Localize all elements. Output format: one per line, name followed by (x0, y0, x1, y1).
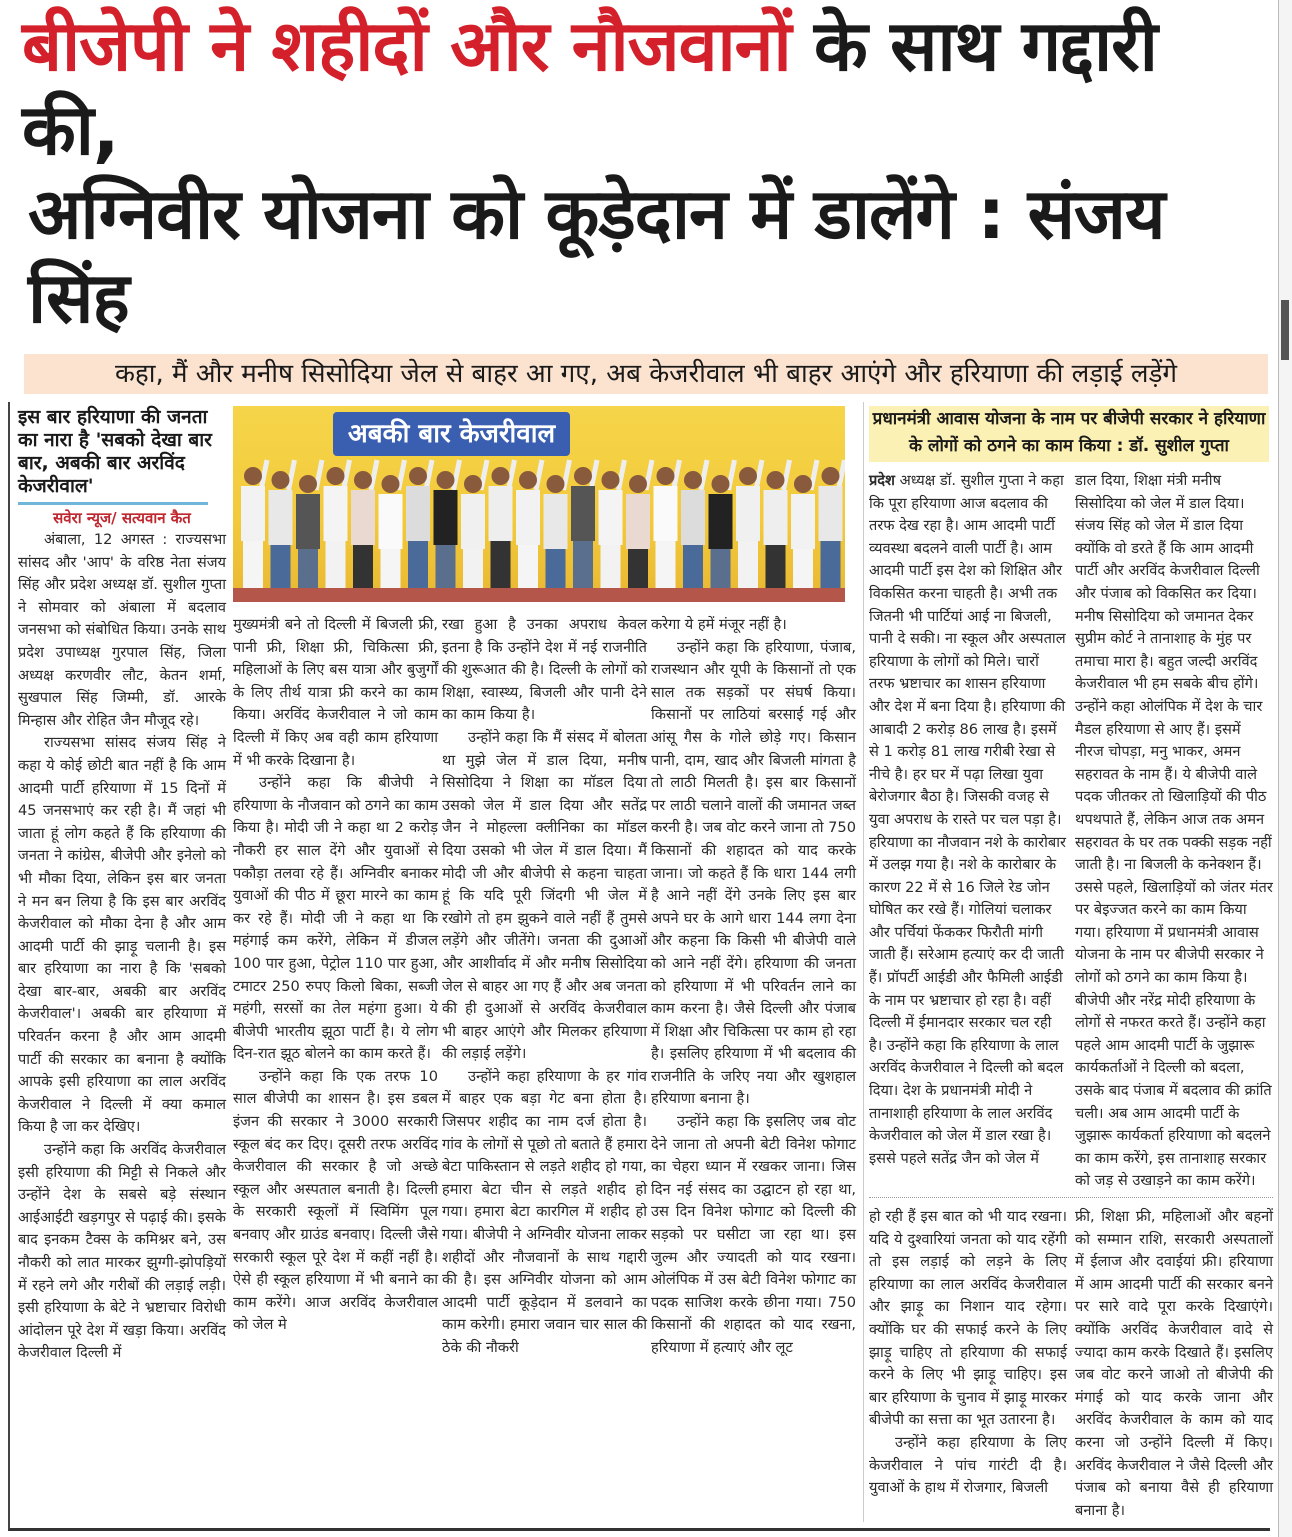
paragraph: करेगा ये हमें मंजूर नहीं है। (651, 616, 787, 633)
person-figure (764, 460, 790, 600)
paragraph: उन्होंने कहा कि इसलिए जब वोट देने जाना तो अपनी बेटी विनेश फोगाट का चेहरा ध्यान में रखकर जाना। जिस दिन नई संसद का उद्घाटन हो रहा था, उस दिन विनेश फोगाट को दिल्ली की सड़को पर घसीटा जा रहा था। इस जुल्म और ज्यादती को याद रखना। ओलंपिक में उस बेटी विनेश फोगाट का पदक साजिश करके छीना गया। 750 किसानों की शहादत को याद रखना, हरियाणा में हत्याएं और लूट (651, 1113, 856, 1356)
person-figure (269, 460, 295, 600)
paragraph: उन्होंने कहा कि हरियाणा, पंजाब, राजस्थान और यूपी के किसानों तो एक साल तक सड़कों पर संघर्ष किया। किसानों पर लाठियां बरसाई गई और आंसू गैस के गोले छोड़े गए। किसान पानी, दाम, खाद और बिजली मांगता है तो लाठी मिलती है। इस बार किसानों पर लाठी चलाने वालों की जमानत जब्त करनी है। जब वोट करने जाना तो 750 किसानों की शहादत को याद करके जाना। जो कहते हैं कि धारा 144 लगी है आने नहीं देंगे उनके लिए इस बार अपने घर के आगे धारा 144 लगा देना और कहना कि किसी भी बीजेपी वाले को आने नहीं देंगे। हरियाणा की जनता को हरियाणा में भी परिवर्तन लाने का काम करना है। जैसे दिल्ली और पंजाब में शिक्षा और चिकित्सा पर काम हो रहा है। इसलिए हरियाणा में भी बदलाव की राजनीति के जरिए नया और खुशहाल हरियाणा बनाना है। (651, 638, 856, 1108)
person-figure (571, 460, 597, 596)
lead-word: प्रदेश (869, 472, 895, 489)
box-section (863, 402, 1274, 1522)
stage-floor (233, 588, 845, 602)
box-headline: प्रधानमंत्री आवास योजना के नाम पर बीजेपी सरकार ने हरियाणा के लोगों को ठगने का काम किया : डॉ. सुशील गुप्ता (869, 406, 1269, 462)
adjacent-page-strip (1278, 0, 1292, 1537)
subheadline: कहा, मैं और मनीष सिसोदिया जेल से बाहर आ गए, अब केजरीवाल भी बाहर आएंगे और हरियाणा की लड़ाई लड़ेंगे (24, 354, 1268, 394)
paragraph: हो रही हैं इस बात को भी याद रखना। यदि ये दुश्वारियां जनता को याद रहेंगी तो इस लड़ाई को लड़ने के लिए हरियाणा का लाल अरविंद केजरीवाल और झाड़ू का निशान याद रहेगा। क्योंकि घर की सफाई करने के लिए झाड़ू चाहिए तो हरियाणा की सफाई करने के लिए भी झाड़ू चाहिए। इस बार हरियाणा के चुनाव में झाड़ू मारकर बीजेपी का सत्ता का भूत उतारना है। (869, 1208, 1067, 1429)
sidebar-underline (18, 502, 208, 505)
paragraph-text: अध्यक्ष डॉ. सुशील गुप्ता ने कहा कि पूरा हरियाणा आज बदलाव की तरफ देख रहा है। आम आदमी पार्टी व्यवस्था बदलने वाली पार्टी है। आम आदमी पार्टी इस देश को शिक्षित और विकसित करना चाहती है। अभी तक जितनी भी पार्टियां आई ना बिजली, पानी दे सकी। ना स्कूल और अस्पताल हरियाणा के लोगों को मिले। चारों तरफ भ्रष्टाचार का शासन हरियाणा और देश में बना दिया है। हरियाणा की आबादी 2 करोड़ 86 लाख है। इसमें से 1 करोड़ 81 लाख गरीबी रेखा से नीचे है। हर घर में पढ़ा लिखा युवा बेरोजगार बैठा है। जिसकी वजह से युवा अपराध के रास्ते पर चल पड़ा है। हरियाणा का नौजवान नशे के कारोबार में उलझ गया है। नशे के कारोबार के कारण 22 में से 16 जिले रेड जोन घोषित कर रखे हैं। गोलियां चलाकर और पर्चियां फेंककर फिरौती मांगी जाती हैं। सरेआम हत्याएं कर दी जाती हैं। प्रॉपर्टी आईडी और फैमिली आईडी के नाम पर भ्रष्टाचार हो रहा है। वहीं दिल्ली में ईमानदार सरकार चल रही है। उन्होंने कहा कि हरियाणा के लाल अरविंद केजरीवाल ने दिल्ली को बदल दिया। देश के प्रधानमंत्री मोदी ने तानाशाही हरियाणा के लाल अरविंद केजरीवाल को जेल में डाल रखा है। इससे पहले सतेंद्र जैन को जेल में (869, 472, 1067, 1167)
column-1 (18, 529, 226, 1365)
person-figure (379, 460, 405, 602)
bottom-columns (869, 1206, 1274, 1522)
main-headline-line-2: अग्निवीर योजना को कूड़ेदान में डालेंगे : संजय सिंह (28, 173, 1165, 339)
person-figure (241, 460, 267, 596)
person-figure (544, 460, 570, 602)
main-headline-line-1 (22, 4, 1270, 172)
sidebar-column (18, 402, 226, 1365)
person-figure (296, 460, 322, 602)
column-2 (233, 614, 438, 1337)
paragraph: उन्होंने कहा हरियाणा के हर गांव में बाहर एक बड़ा गेट बना होता है। जिसपर शहीद का नाम दर्ज होता है। गांव के लोगों से पूछो तो बताते हैं हमारा बेटा पाकिस्तान से लड़ते शहीद हो गया, हमारा बेटा चीन से लड़ते शहीद हो गया। हमारा बेटा कारगिल में शहीद हो गया। बीजेपी ने अग्निवीर योजना लाकर शहीदों और नौजवानों के साथ गद्दारी की है। इस अग्निवीर योजना को आम आदमी पार्टी कूड़ेदान में डलवाने का काम करेगी। हमारा जवान चार साल की ठेके की नौकरी (442, 1067, 647, 1356)
paragraph: मुख्यमंत्री बने तो दिल्ली में बिजली फ्री, पानी फ्री, शिक्षा फ्री, चिकित्सा फ्री, महिलाओं के लिए बस यात्रा और बुजुर्गों के लिए तीर्थ यात्रा फ्री करने का काम किया। अरविंद केजरीवाल ने जो काम दिल्ली में किए अब वही काम हरियाणा में भी करके दिखाना है। (233, 616, 438, 769)
middle-section (233, 402, 857, 1360)
paragraph: अंबाला, 12 अगस्त : राज्यसभा सांसद और 'आप' के वरिष्ठ नेता संजय सिंह और प्रदेश अध्यक्ष डॉ. सुशील गुप्ता ने सोमवार को अंबाला में बदलाव जनसभा को संबोधित किया। उनके साथ प्रदेश उपाध्यक्ष गुरपाल सिंह, जिला अध्यक्ष करणवीर लौट, केतन शर्मा, सुखपाल सिंह जिम्मी, डॉ. आरके मिन्हास और रोहित जैन मौजूद रहे। (18, 531, 226, 729)
paragraph: रखा हुआ है उनका अपराध केवल इतना है कि उन्होंने देश में नई राजनीति की शुरूआत की है। दिल्ली के लोगों को शिक्षा, स्वास्थ्य, बिजली और पानी देने का काम किया है। (442, 616, 647, 724)
paragraph: उन्होंने कहा कि एक तरफ 10 साल बीजेपी का शासन है। इस डबल इंजन की सरकार ने 3000 सरकारी स्कूल बंद कर दिए। दूसरी तरफ अरविंद केजरीवाल की सरकार है जो अच्छे स्कूल और अस्पताल बनाती है। दिल्ली के सरकारी स्कूलों में स्विमिंग पूल बनवाए और ग्राउंड बनवाए। दिल्ली जैसे सरकारी स्कूल पूरे देश में कहीं नहीं है। ऐसे ही स्कूल हरियाणा में भी बनाने का काम करेंगे। आज अरविंद केजरीवाल को जेल मे (233, 1067, 438, 1334)
person-figure (736, 460, 762, 596)
person-figure (434, 460, 460, 600)
person-figure (791, 460, 817, 602)
person-figure (654, 460, 680, 596)
paragraph: उन्होंने कहा हरियाणा के लिए केजरीवाल ने पांच गारंटी दी है। युवाओं के हाथ में रोजगार, बिजली (869, 1433, 1067, 1497)
box-column-1 (869, 470, 1067, 1170)
person-figure (516, 460, 542, 600)
person-figure (709, 460, 735, 602)
paragraph: उन्होंने कहा कि मैं संसद में बोलता था मुझे जेल में डाल दिया, मनीष सिसोदिया ने शिक्षा का मॉडल दिया उसको जेल में डाल दिया और सतेंद्र जैन ने मोहल्ला क्लीनिका का मॉडल दिया उसको भी जेल में डाल दिया। मैं मोदी जी और बीजेपी से कहना चाहता हूं कि यदि पूरी जिंदगी भी जेल में रखोगे तो हम झुकने वाले नहीं हैं तुमसे लड़ेंगे और जीतेंगे। जनता की दुआओं और आशीर्वाद में और मनीष सिसोदिया जेल से बाहर आ गए हैं और अब जनता की ही दुआओं से अरविंद केजरीवाल भी बाहर आएंगे और मिलकर हरियाणा की लड़ाई लड़ेंगे। (442, 728, 647, 1063)
headline-black-part: के साथ गद्दारी की, (22, 5, 1157, 171)
paragraph (869, 470, 1067, 1170)
crowd-illustration (233, 456, 845, 602)
column-5-bottom (869, 1206, 1067, 1500)
person-figure (681, 460, 707, 600)
person-figure (489, 460, 515, 596)
person-figure (626, 460, 652, 602)
paragraph: उन्होंने कहा कि अरविंद केजरीवाल इसी हरियाणा की मिट्टी से निकले और उन्होंने देश के सबसे बड़े संस्थान आईआईटी खड़गपुर से पढ़ाई की। इसके बाद इनकम टैक्स के कमिश्नर बने, उस नौकरी को लात मारकर झुग्गी-झोपड़ियों में रहने लगे और गरीबों की लड़ाई लड़ी। इसी हरियाणा के बेटे ने भ्रष्टाचार विरोधी आंदोलन पूरे देश में खड़ा किया। अरविंद केजरीवाल दिल्ली में (18, 1141, 226, 1362)
person-figure (819, 460, 845, 596)
rally-photo (233, 406, 845, 602)
headline-red-part: बीजेपी ने शहीदों और नौजवानों (22, 5, 791, 87)
person-figure (406, 460, 432, 596)
photo-banner: अबकी बार केजरीवाल (333, 412, 570, 456)
article-body (8, 402, 1273, 1531)
column-3 (442, 614, 647, 1360)
box-separator (869, 1197, 1273, 1198)
paragraph: राज्यसभा सांसद संजय सिंह ने कहा ये कोई छोटी बात नहीं है कि आम आदमी पार्टी हरियाणा में 15 दिनों में 45 जनसभाएं कर रही है। मैं जहां भी जाता हूं लोग कहते हैं कि हरियाणा की जनता ने कांग्रेस, बीजेपी और इनेलो को भी मौका दिया, लेकिन इस बार जनता ने मन बन लिया है कि इस बार अरविंद केजरीवाल को मौका देना है और आम आदमी पार्टी की झाड़ू चलानी है। इस बार हरियाणा का नारा है कि 'सबको देखा बार-बार, अबकी बार अरविंद केजरीवाल'। अबकी बार हरियाणा में परिवर्तन करना है और आम आदमी पार्टी की सरकार का बनाना है क्योंकि आपके इसी हरियाणा का लाल अरविंद केजरीवाल ने दिल्ली में क्या कमाल किया है जा कर देखिए। (18, 734, 226, 1136)
box-column-2 (1075, 470, 1273, 1193)
person-figure (351, 460, 377, 600)
person-figure (324, 460, 350, 596)
person-figure (599, 460, 625, 600)
person-figure (461, 460, 487, 602)
sidebar-headline: इस बार हरियाणा की जनता का नारा है 'सबको देखा बार बार, अबकी बार अरविंद केजरीवाल' (18, 406, 212, 497)
paragraph: फ्री, शिक्षा फ्री, महिलाओं और बहनों को सम्मान राशि, सरकारी अस्पतालों में ईलाज और दवाईयां फ्री। हरियाणा में आम आदमी पार्टी की सरकार बनने पर सारे वादे पूरा करके दिखाएंगे। क्योंकि अरविंद केजरीवाल वादे से ज्यादा काम करके दिखाते हैं। इसलिए जब वोट करने जाओ तो बीजेपी की मंगाई को याद करके जाना और अरविंद केजरीवाल के काम को याद करना जो उन्होंने दिल्ली में किए। अरविंद केजरीवाल ने जैसे दिल्ली और पंजाब को बनाया वैसे ही हरियाणा बनाना है। (1075, 1208, 1273, 1519)
paragraph: उन्होंने कहा कि बीजेपी ने हरियाणा के नौजवान को ठगने का काम किया है। मोदी जी ने कहा था 2 करोड़ नौकरी हर साल देंगे और युवाओं से पकौड़ा तलवा रहे हैं। अग्निवीर बनाकर युवाओं की पीठ में छूरा मारने का काम कर रहे हैं। मोदी जी ने कहा था कि महंगाई कम करेंगे, लेकिन में डीजल 100 पार हुआ, पेट्रोल 110 पार हुआ, टमाटर 250 रुपए किलो बिका, सब्जी महंगी, सरसों का तेल महंगा हुआ। ये बीजेपी भारतीय झूठा पार्टी है। ये लोग दिन-रात झूठ बोलने का काम करते हैं। (233, 774, 438, 1063)
byline: सवेरा न्यूज/ सत्यवान कैत (53, 509, 191, 527)
paragraph: डाल दिया, शिक्षा मंत्री मनीष सिसोदिया को जेल में डाल दिया। संजय सिंह को जेल में डाल दिया क्योंकि वो डरते हैं कि आम आदमी पार्टी और अरविंद केजरीवाल दिल्ली और पंजाब को विकसित कर दिया। मनीष सिसोदिया को जमानत देकर सुप्रीम कोर्ट ने तानाशाह के मुंह पर तमाचा मारा है। बहुत जल्दी अरविंद केजरीवाल भी हम सबके बीच होंगे। उन्होंने कहा ओलंपिक में देश के चार मैडल हरियाणा से आए हैं। इसमें नीरज चोपड़ा, मनु भाकर, अमन सहरावत के नाम हैं। ये बीजेपी वाले पदक जीतकर तो खिलाड़ियों की पीठ थपथपाते हैं, लेकिन आज तक अमन सहरावत के घर तक पक्की सड़क नहीं जाती है। ना बिजली के कनेक्शन हैं। उससे पहले, खिलाड़ियों को जंतर मंतर पर बेइज्जत करने का काम किया गया। हरियाणा में प्रधानमंत्री आवास योजना के नाम पर बीजेपी सरकार ने लोगों को ठगने का काम किया है। बीजेपी और नरेंद्र मोदी हरियाणा के लोगों से नफरत करते हैं। उन्होंने कहा पहले आम आदमी पार्टी के जुझारू कार्यकर्ताओं ने दिल्ली को बदला, उसके बाद पंजाब में बदलाव की क्रांति चली। अब आम आदमी पार्टी के जुझारू कार्यकर्ता हरियाणा को बदलने का काम करेंगे, इस तानाशाह सरकार को जड़ से उखाड़ने का काम करेंगे। (1075, 472, 1273, 1190)
box-columns (869, 470, 1274, 1193)
column-4 (651, 614, 856, 1360)
middle-columns (233, 614, 857, 1360)
adjacent-page-mark (1281, 300, 1289, 360)
column-6-bottom (1075, 1206, 1273, 1522)
